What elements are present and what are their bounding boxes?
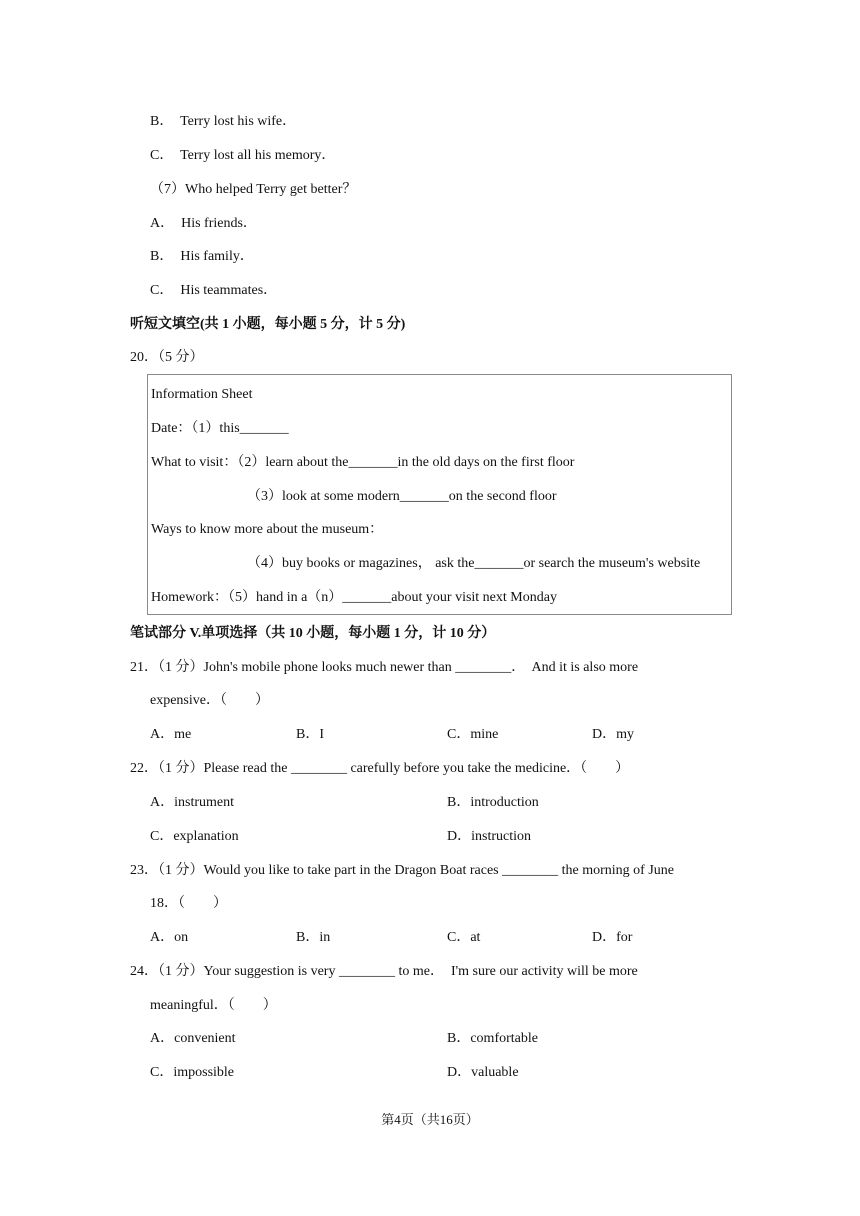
q19-7-option-b: B． His family．	[150, 249, 254, 264]
q20-header: 20．（5 分）	[130, 350, 204, 365]
q21-option-b: B．I	[296, 727, 324, 742]
q21-option-a: A．me	[150, 727, 192, 742]
sheet-ways: Ways to know more about the museum：	[151, 522, 384, 537]
q19-option-c: C． Terry lost all his memory．	[150, 148, 336, 163]
q24-stem-line2: meaningful．（ ）	[150, 998, 277, 1013]
q21-stem-line2: expensive．（ ）	[150, 693, 269, 708]
q22-stem: 22．（1 分）Please read the ________ carefully before you take the medicine．（ ）	[130, 761, 630, 776]
sheet-visit-2: （3）look at some modern_______on the second floor	[247, 489, 557, 504]
q22-option-a: A．instrument	[150, 795, 234, 810]
q23-option-a: A．on	[150, 930, 189, 945]
q24-option-d: D．valuable	[447, 1065, 519, 1080]
q23-option-d: D．for	[592, 930, 633, 945]
q24-option-a: A．convenient	[150, 1031, 236, 1046]
q21-stem-line1: 21．（1 分）John's mobile phone looks much newer than ________． And it is also more	[130, 660, 639, 675]
q23-stem-line2: 18．（ ）	[150, 896, 227, 911]
q19-7-option-c: C． His teammates．	[150, 283, 278, 298]
section-heading-written: 笔试部分 V.单项选择（共 10 小题，每小题 1 分，计 10 分）	[130, 626, 496, 641]
sheet-title: Information Sheet	[151, 387, 253, 402]
q23-option-b: B．in	[296, 930, 331, 945]
q22-option-c: C．explanation	[150, 829, 239, 844]
q19-option-b: B． Terry lost his wife．	[150, 114, 297, 129]
sheet-date: Date：（1）this_______	[151, 421, 289, 436]
q21-option-d: D．my	[592, 727, 634, 742]
section-heading-listening: 听短文填空(共 1 小题，每小题 5 分，计 5 分)	[130, 317, 406, 332]
q23-stem-line1: 23．（1 分）Would you like to take part in the Dragon Boat races ________ the morning of June	[130, 863, 674, 878]
sheet-visit-1: What to visit：（2）learn about the_______in the old days on the first floor	[151, 455, 575, 470]
sheet-ways-detail: （4）buy books or magazines， ask the_______or search the museum's website	[247, 556, 701, 571]
q24-option-b: B．comfortable	[447, 1031, 538, 1046]
q22-option-d: D．instruction	[447, 829, 531, 844]
page-footer: 第4页（共16页）	[381, 1112, 479, 1127]
q19-7-option-a: A． His friends．	[150, 216, 257, 231]
q23-option-c: C．at	[447, 930, 481, 945]
q22-option-b: B．introduction	[447, 795, 539, 810]
q24-option-c: C．impossible	[150, 1065, 235, 1080]
q24-stem-line1: 24．（1 分）Your suggestion is very ________ to me． I'm sure our activity will be more	[130, 964, 638, 979]
q21-option-c: C．mine	[447, 727, 499, 742]
sheet-homework: Homework：（5）hand in a（n）_______about your visit next Monday	[151, 590, 557, 605]
q19-subquestion-7: （7）Who helped Terry get better？	[150, 182, 357, 197]
